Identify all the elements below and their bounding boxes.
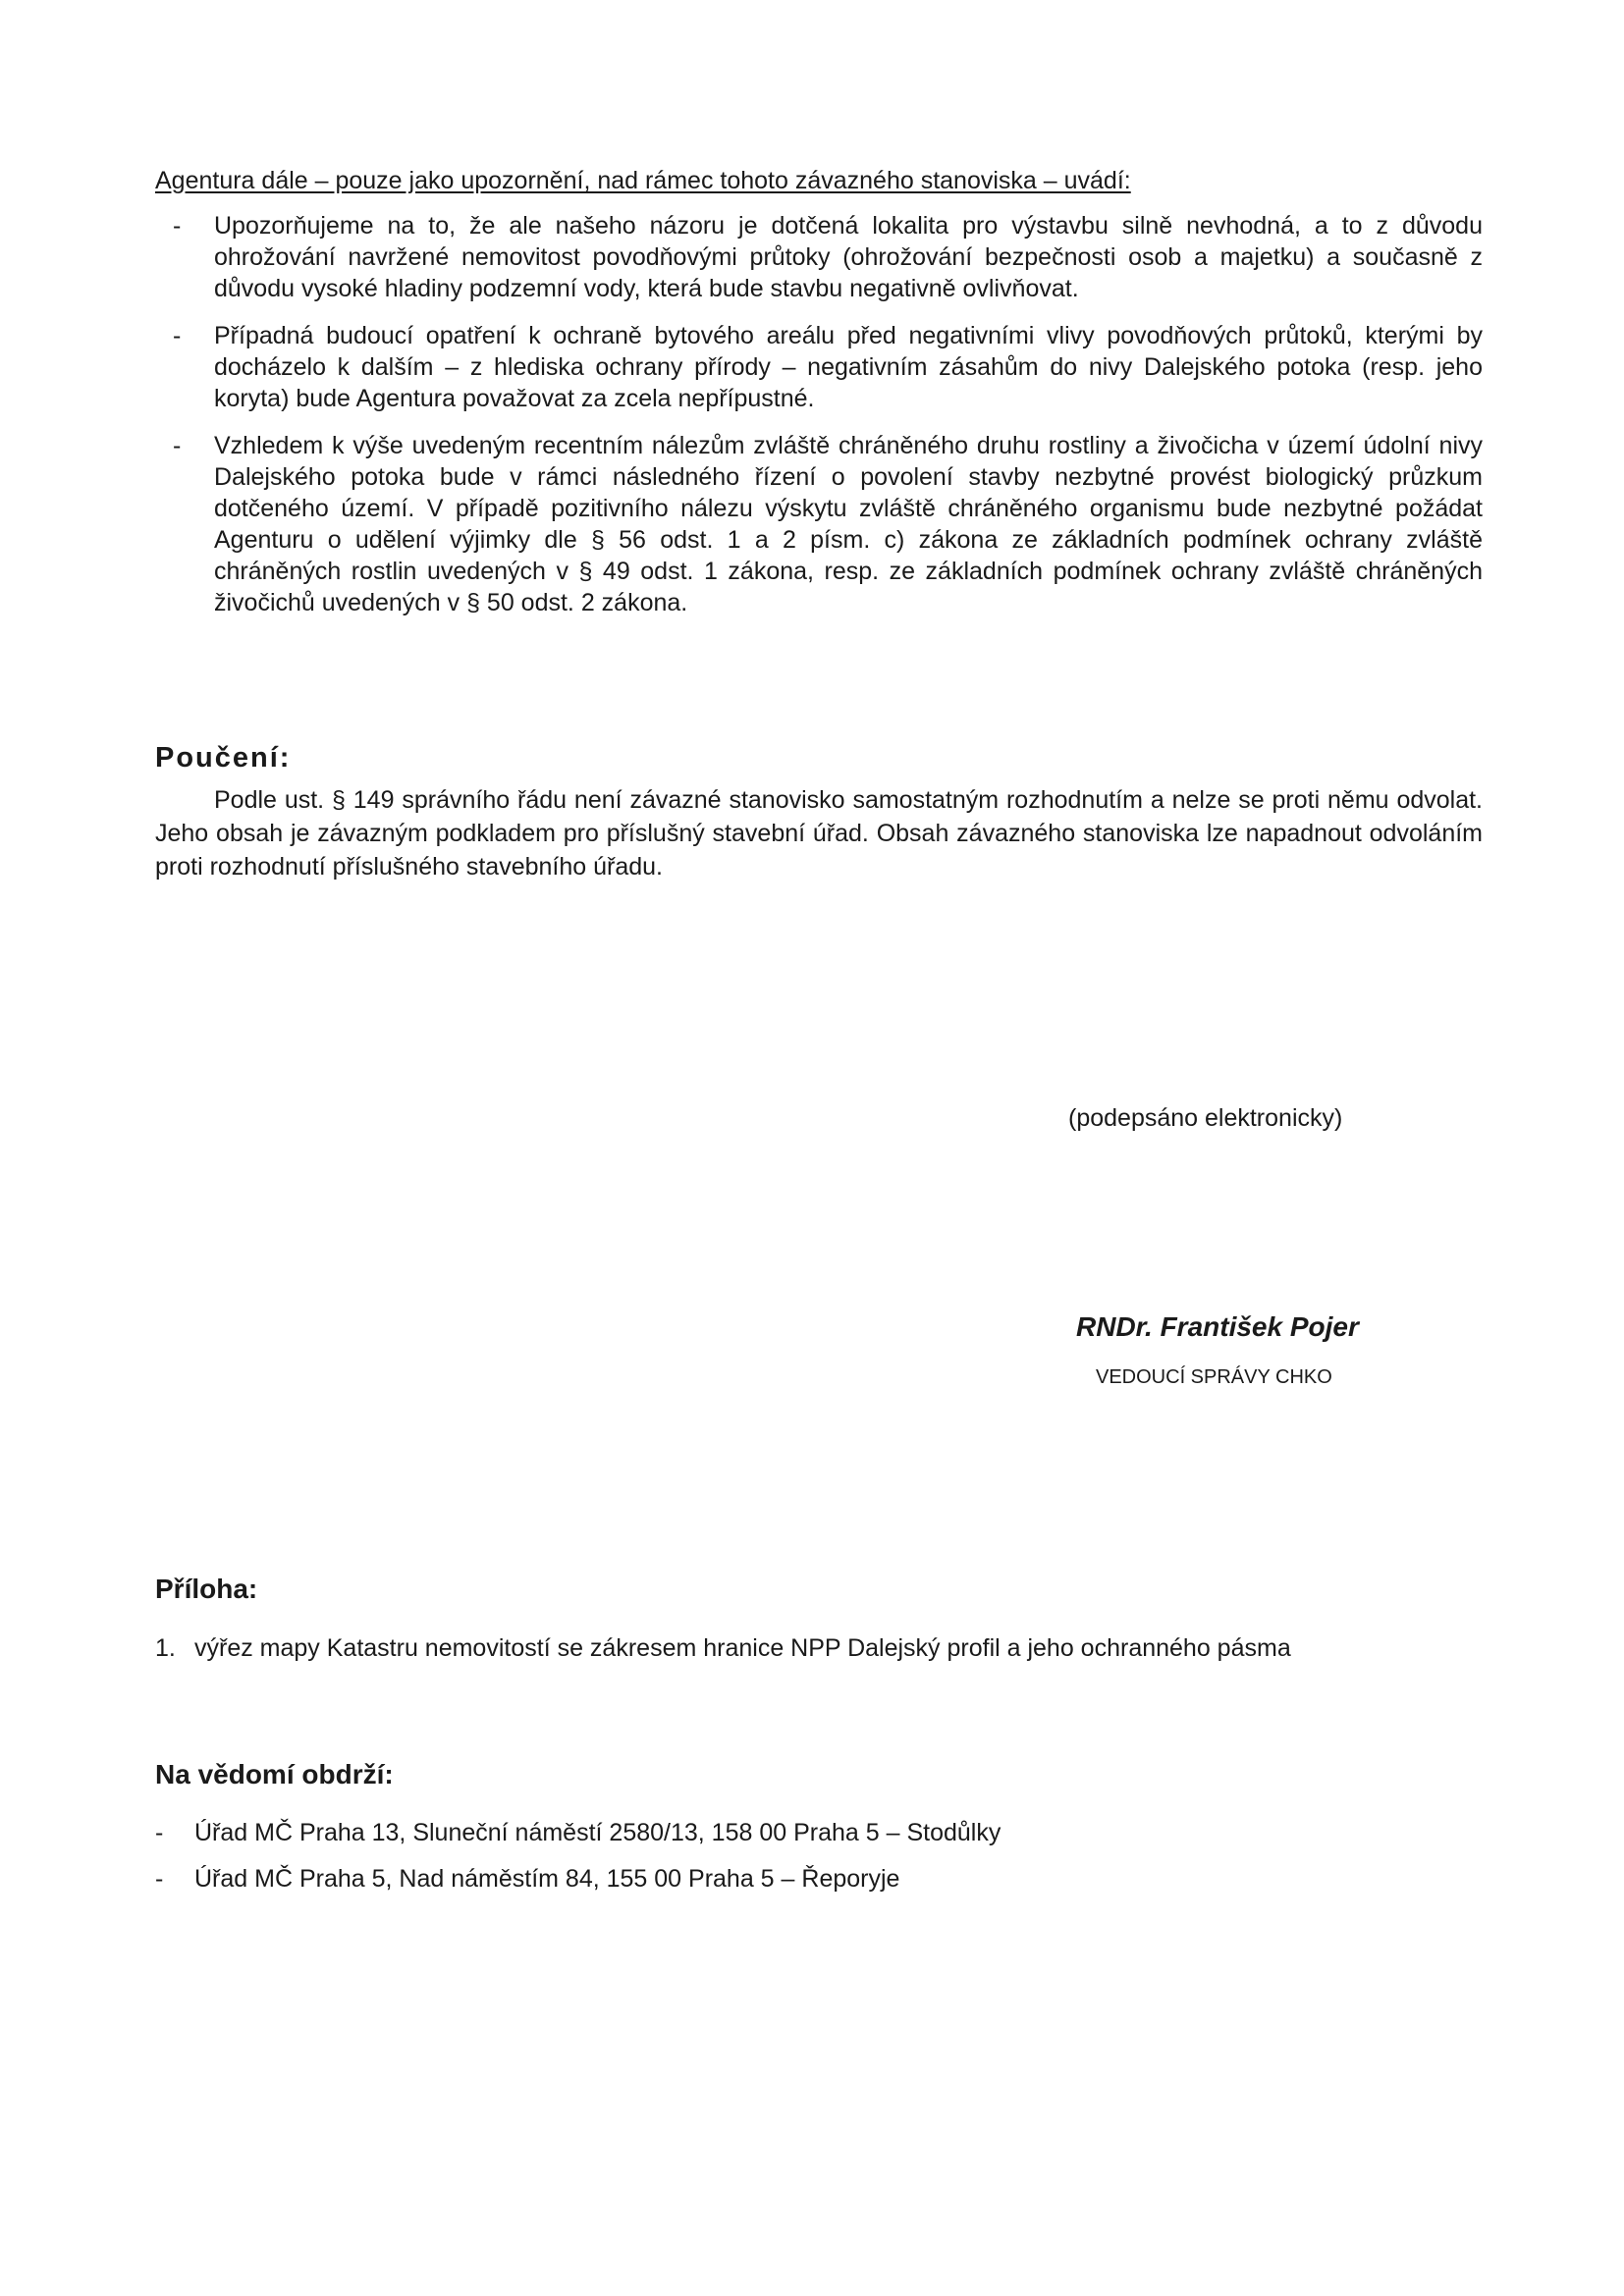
instruction-title: Poučení: [155, 742, 292, 774]
recipients-list [155, 1819, 1001, 1911]
notice-list [155, 210, 1483, 634]
signer-name: RNDr. František Pojer [1076, 1311, 1359, 1342]
notice-heading: Agentura dále – pouze jako upozornění, nad rámec tohoto závazného stanoviska – uvádí: [155, 167, 1131, 194]
attachment-number: 1. [155, 1634, 176, 1662]
list-dash: - [155, 1865, 164, 1893]
recipient-text: Úřad MČ Praha 13, Sluneční náměstí 2580/13, 158 00 Praha 5 – Stodůlky [194, 1819, 1001, 1846]
notice-item-text: Upozorňujeme na to, že ale našeho názoru je dotčená lokalita pro výstavbu silně nevhodná, a to z důvodu ohrožování navržené nemovitost povodňovými průtoky (ohrožování bezpečnosti osob a majetku) a současně z důvodu vysoké hladiny podzemní vody, která bude stavbu negativně ovlivňovat. [214, 212, 1483, 302]
signed-electronically-note: (podepsáno elektronicky) [1068, 1104, 1343, 1132]
list-dash: - [173, 212, 182, 240]
notice-item-text: Případná budoucí opatření k ochraně bytového areálu před negativními vlivy povodňových průtoků, kterými by docházelo k dalším – z hlediska ochrany přírody – negativním zásahům do nivy Dalejského potoka (resp. jeho koryta) bude Agentura považovat za zcela nepřípustné. [214, 322, 1483, 412]
instruction-text: Podle ust. § 149 správního řádu není závazné stanovisko samostatným rozhodnutím a nelze se proti němu odvolat. Jeho obsah je závazným podkladem pro příslušný stavební úřad. Obsah závazného stanoviska lze napadnout odvoláním proti rozhodnutí příslušného stavebního úřadu. [155, 786, 1483, 881]
attachment-text: výřez mapy Katastru nemovitostí se zákresem hranice NPP Dalejský profil a jeho ochranného pásma [194, 1634, 1291, 1662]
list-dash: - [155, 1819, 164, 1846]
recipient-text: Úřad MČ Praha 5, Nad náměstím 84, 155 00 Praha 5 – Řeporyje [194, 1865, 900, 1893]
recipient-item [155, 1819, 1001, 1865]
attachment-title: Příloha: [155, 1574, 258, 1604]
notice-item [155, 210, 1483, 304]
notice-item [155, 320, 1483, 414]
attachment-item [155, 1634, 1291, 1663]
notice-item [155, 430, 1483, 618]
recipient-item [155, 1865, 1001, 1911]
signer-role: VEDOUCÍ SPRÁVY CHKO [1096, 1366, 1332, 1388]
list-dash: - [173, 322, 182, 349]
notice-item-text: Vzhledem k výše uvedeným recentním nálezům zvláště chráněného druhu rostliny a živočicha v území údolní nivy Dalejského potoka bude v rámci následného řízení o povolení stavby nezbytné provést biologický průzkum dotčeného území. V případě pozitivního nálezu výskytu zvláště chráněného organismu bude nezbytné požádat Agenturu o udělení výjimky dle § 56 odst. 1 a 2 písm. c) zákona ze základních podmínek ochrany zvláště chráněných rostlin uvedených v § 49 odst. 1 zákona, resp. ze základních podmínek ochrany zvláště chráněných živočichů uvedených v § 50 odst. 2 zákona. [214, 432, 1483, 616]
list-dash: - [173, 432, 182, 459]
recipients-title: Na vědomí obdrží: [155, 1759, 394, 1789]
